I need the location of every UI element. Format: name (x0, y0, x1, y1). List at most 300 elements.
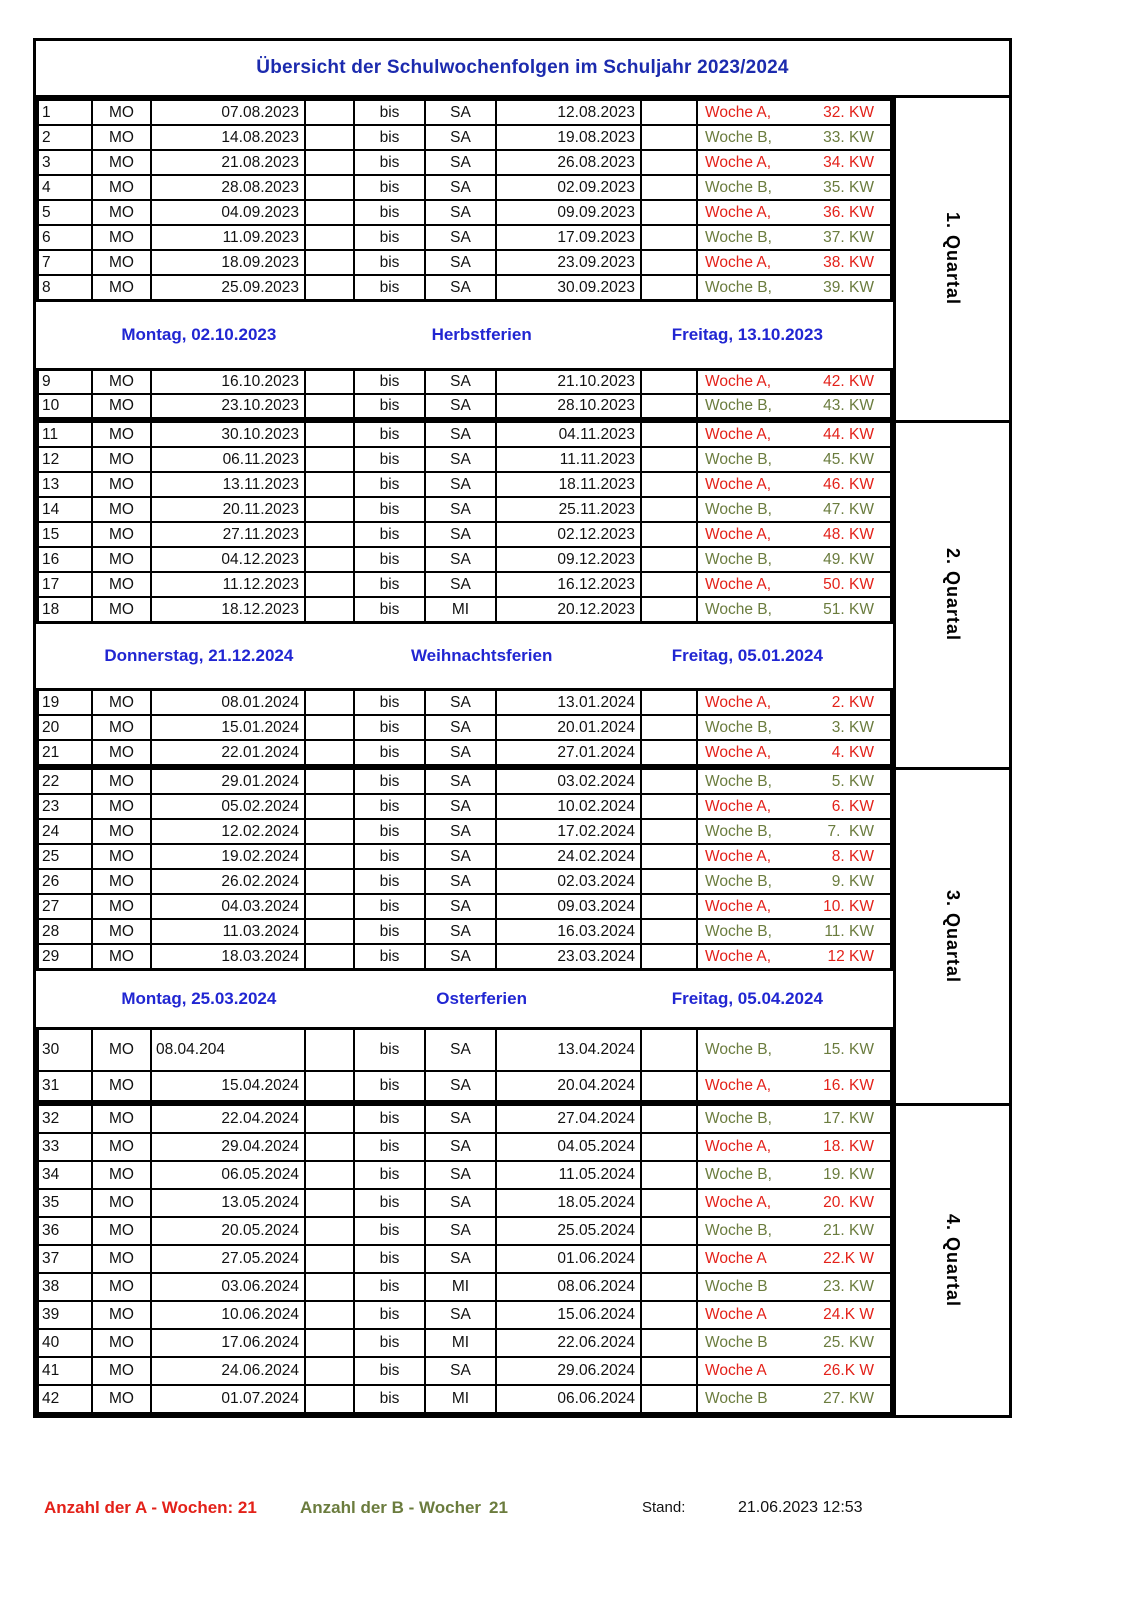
spacer-cell (641, 547, 697, 572)
count-b-label: Anzahl der B - Wocher (300, 1498, 482, 1517)
week-type-cell (697, 740, 891, 765)
quartal-group (36, 767, 1009, 1103)
end-day-cell: SA (425, 740, 496, 765)
week-label: Woche B, (705, 278, 772, 296)
start-day-cell: MO (92, 125, 151, 150)
start-day-cell: MO (92, 894, 151, 919)
start-date-cell: 13.05.2024 (151, 1189, 305, 1217)
schedule-row (38, 1217, 891, 1245)
schedule-row (38, 497, 891, 522)
kw-label: 3. KW (831, 718, 874, 736)
schedule-row (38, 869, 891, 894)
schedule-row (38, 275, 891, 300)
end-day-cell: SA (425, 394, 496, 418)
week-label: Woche A, (705, 797, 772, 815)
schedule-row (38, 1105, 891, 1133)
end-date-cell: 13.01.2024 (496, 690, 641, 715)
start-date-cell: 01.07.2024 (151, 1385, 305, 1413)
start-date-cell: 05.02.2024 (151, 794, 305, 819)
bis-cell: bis (354, 422, 425, 447)
week-type-cell (697, 1245, 891, 1273)
week-number-cell: 4 (38, 175, 92, 200)
week-number-cell: 35 (38, 1189, 92, 1217)
spacer-cell (305, 275, 354, 300)
start-day-cell: MO (92, 690, 151, 715)
week-number-cell: 36 (38, 1217, 92, 1245)
start-date-cell: 25.09.2023 (151, 275, 305, 300)
week-label: Woche A, (705, 575, 772, 593)
kw-label: 46. KW (823, 475, 874, 493)
week-type-cell (697, 769, 891, 794)
week-label: Woche A, (705, 1194, 772, 1211)
week-type-cell (697, 394, 891, 418)
week-label: Woche A, (705, 103, 772, 121)
week-label: Woche B, (705, 1110, 772, 1127)
bis-cell: bis (354, 740, 425, 765)
spacer-cell (641, 819, 697, 844)
start-day-cell: MO (92, 547, 151, 572)
end-day-cell: SA (425, 225, 496, 250)
schedule-row (38, 1029, 891, 1071)
week-number-cell: 8 (38, 275, 92, 300)
bis-cell: bis (354, 572, 425, 597)
spacer-cell (641, 1217, 697, 1245)
start-day-cell: MO (92, 1189, 151, 1217)
spacer-cell (305, 547, 354, 572)
end-date-cell: 06.06.2024 (496, 1385, 641, 1413)
week-type-cell (697, 690, 891, 715)
week-type-cell (697, 1217, 891, 1245)
week-rows-block (36, 420, 893, 624)
week-type-cell (697, 1385, 891, 1413)
end-date-cell: 16.12.2023 (496, 572, 641, 597)
end-day-cell: SA (425, 1161, 496, 1189)
spacer-cell (641, 472, 697, 497)
end-date-cell: 16.03.2024 (496, 919, 641, 944)
start-date-cell: 13.11.2023 (151, 472, 305, 497)
week-number-cell: 20 (38, 715, 92, 740)
week-type-cell (697, 175, 891, 200)
spacer-cell (305, 1133, 354, 1161)
end-date-cell: 26.08.2023 (496, 150, 641, 175)
week-rows-block (36, 1027, 893, 1103)
kw-label: 44. KW (823, 425, 874, 443)
week-label: Woche A, (705, 693, 772, 711)
week-type-cell (697, 250, 891, 275)
start-day-cell: MO (92, 919, 151, 944)
holiday-end-date: Freitag, 05.01.2024 (671, 646, 823, 665)
count-b-weeks (300, 1496, 508, 1520)
start-date-cell: 19.02.2024 (151, 844, 305, 869)
schedule-row (38, 200, 891, 225)
end-date-cell: 01.06.2024 (496, 1245, 641, 1273)
end-date-cell: 20.12.2023 (496, 597, 641, 622)
spacer-cell (305, 1329, 354, 1357)
end-day-cell: SA (425, 522, 496, 547)
spacer-cell (641, 769, 697, 794)
week-type-cell (697, 472, 891, 497)
spacer-cell (305, 1301, 354, 1329)
bis-cell: bis (354, 275, 425, 300)
end-day-cell: SA (425, 769, 496, 794)
end-day-cell: MI (425, 1329, 496, 1357)
spacer-cell (641, 1329, 697, 1357)
kw-label: 4. KW (831, 743, 874, 761)
quartal-label: 4. Quartal (943, 1213, 963, 1308)
spacer-cell (641, 100, 697, 125)
spacer-cell (641, 1161, 697, 1189)
spacer-cell (641, 200, 697, 225)
spacer-cell (641, 1357, 697, 1385)
spacer-cell (305, 1071, 354, 1101)
holiday-end-date: Freitag, 13.10.2023 (671, 325, 823, 344)
schedule-row (38, 740, 891, 765)
week-type-cell (697, 894, 891, 919)
bis-cell: bis (354, 1133, 425, 1161)
end-date-cell: 17.09.2023 (496, 225, 641, 250)
start-day-cell: MO (92, 715, 151, 740)
week-type-cell (697, 150, 891, 175)
quartal-box (893, 420, 1009, 767)
bis-cell: bis (354, 690, 425, 715)
start-day-cell: MO (92, 250, 151, 275)
week-number-cell: 30 (38, 1029, 92, 1071)
end-date-cell: 28.10.2023 (496, 394, 641, 418)
start-day-cell: MO (92, 1029, 151, 1071)
end-date-cell: 08.06.2024 (496, 1273, 641, 1301)
spacer-cell (641, 844, 697, 869)
start-day-cell: MO (92, 1133, 151, 1161)
bis-cell: bis (354, 715, 425, 740)
schedule-row (38, 1245, 891, 1273)
start-day-cell: MO (92, 597, 151, 622)
end-day-cell: SA (425, 944, 496, 969)
bis-cell: bis (354, 1329, 425, 1357)
kw-label: 43. KW (823, 397, 874, 414)
week-label: Woche B, (705, 922, 772, 940)
start-date-cell: 29.01.2024 (151, 769, 305, 794)
schedule-row (38, 1357, 891, 1385)
week-type-cell (697, 370, 891, 394)
bis-cell: bis (354, 1217, 425, 1245)
spacer-cell (305, 225, 354, 250)
start-date-cell: 30.10.2023 (151, 422, 305, 447)
start-day-cell: MO (92, 1071, 151, 1101)
start-date-cell: 18.03.2024 (151, 944, 305, 969)
spacer-cell (305, 200, 354, 225)
week-number-cell: 28 (38, 919, 92, 944)
end-day-cell: SA (425, 370, 496, 394)
week-number-cell: 34 (38, 1161, 92, 1189)
week-type-cell (697, 1189, 891, 1217)
quartal-label: 3. Quartal (943, 889, 963, 984)
schedule-table-body (36, 98, 1009, 1415)
start-date-cell: 20.11.2023 (151, 497, 305, 522)
week-number-cell: 23 (38, 794, 92, 819)
kw-label: 25. KW (823, 1334, 874, 1351)
week-number-cell: 24 (38, 819, 92, 844)
bis-cell: bis (354, 100, 425, 125)
end-day-cell: SA (425, 1029, 496, 1071)
week-rows-block (36, 688, 893, 767)
schedule-row (38, 1385, 891, 1413)
spacer-cell (641, 125, 697, 150)
schedule-row (38, 1161, 891, 1189)
week-label: Woche A, (705, 153, 772, 171)
kw-label: 18. KW (823, 1138, 874, 1155)
end-date-cell: 15.06.2024 (496, 1301, 641, 1329)
week-number-cell: 2 (38, 125, 92, 150)
week-type-cell (697, 1105, 891, 1133)
spacer-cell (305, 1161, 354, 1189)
end-day-cell: SA (425, 1133, 496, 1161)
week-number-cell: 7 (38, 250, 92, 275)
spacer-cell (641, 869, 697, 894)
week-label: Woche A (705, 1306, 767, 1323)
kw-label: 38. KW (823, 253, 874, 271)
week-type-cell (697, 522, 891, 547)
end-date-cell: 17.02.2024 (496, 819, 641, 844)
quartal-group-main (36, 1103, 893, 1415)
end-date-cell: 27.01.2024 (496, 740, 641, 765)
start-date-cell: 07.08.2023 (151, 100, 305, 125)
week-label: Woche B, (705, 822, 772, 840)
end-date-cell: 21.10.2023 (496, 370, 641, 394)
quartal-box (893, 98, 1009, 420)
holiday-name: Weihnachtsferien (410, 646, 553, 665)
holiday-name: Osterferien (436, 989, 527, 1008)
week-number-cell: 29 (38, 944, 92, 969)
schedule-row (38, 422, 891, 447)
schedule-row (38, 1133, 891, 1161)
week-number-cell: 3 (38, 150, 92, 175)
week-number-cell: 9 (38, 370, 92, 394)
schedule-row (38, 472, 891, 497)
start-date-cell: 11.03.2024 (151, 919, 305, 944)
footer (0, 1496, 1140, 1526)
week-label: Woche B, (705, 772, 772, 790)
quartal-group (36, 420, 1009, 767)
end-day-cell: SA (425, 1245, 496, 1273)
bis-cell: bis (354, 125, 425, 150)
week-number-cell: 26 (38, 869, 92, 894)
start-day-cell: MO (92, 370, 151, 394)
week-rows-block (36, 98, 893, 302)
start-date-cell: 18.12.2023 (151, 597, 305, 622)
start-day-cell: MO (92, 740, 151, 765)
schedule-row (38, 175, 891, 200)
start-date-cell: 17.06.2024 (151, 1329, 305, 1357)
spacer-cell (305, 740, 354, 765)
bis-cell: bis (354, 919, 425, 944)
bis-cell: bis (354, 1189, 425, 1217)
spacer-cell (641, 275, 697, 300)
start-date-cell: 14.08.2023 (151, 125, 305, 150)
page-title: Übersicht der Schulwochenfolgen im Schuljahr 2023/2024 (36, 41, 1009, 98)
schedule-row (38, 769, 891, 794)
spacer-cell (641, 894, 697, 919)
bis-cell: bis (354, 1071, 425, 1101)
end-date-cell: 11.05.2024 (496, 1161, 641, 1189)
start-day-cell: MO (92, 422, 151, 447)
week-label: Woche A (705, 1250, 767, 1267)
week-number-cell: 37 (38, 1245, 92, 1273)
spacer-cell (305, 1217, 354, 1245)
start-day-cell: MO (92, 1245, 151, 1273)
week-label: Woche B (705, 1278, 768, 1295)
kw-label: 19. KW (823, 1166, 874, 1183)
end-day-cell: SA (425, 100, 496, 125)
start-day-cell: MO (92, 497, 151, 522)
end-date-cell: 04.05.2024 (496, 1133, 641, 1161)
end-date-cell: 09.12.2023 (496, 547, 641, 572)
end-date-cell: 19.08.2023 (496, 125, 641, 150)
spacer-cell (641, 1273, 697, 1301)
end-day-cell: MI (425, 1385, 496, 1413)
end-day-cell: SA (425, 844, 496, 869)
kw-label: 21. KW (823, 1222, 874, 1239)
end-date-cell: 09.09.2023 (496, 200, 641, 225)
start-day-cell: MO (92, 1385, 151, 1413)
end-date-cell: 02.12.2023 (496, 522, 641, 547)
week-number-cell: 38 (38, 1273, 92, 1301)
spacer-cell (641, 919, 697, 944)
week-type-cell (697, 1357, 891, 1385)
end-day-cell: SA (425, 1071, 496, 1101)
start-date-cell: 26.02.2024 (151, 869, 305, 894)
spacer-cell (305, 422, 354, 447)
start-date-cell: 04.09.2023 (151, 200, 305, 225)
schedule-row (38, 844, 891, 869)
start-day-cell: MO (92, 1217, 151, 1245)
spacer-cell (641, 150, 697, 175)
start-day-cell: MO (92, 472, 151, 497)
end-day-cell: SA (425, 819, 496, 844)
week-type-cell (697, 572, 891, 597)
start-day-cell: MO (92, 150, 151, 175)
week-rows-block (36, 767, 893, 971)
end-day-cell: SA (425, 690, 496, 715)
kw-label: 27. KW (823, 1390, 874, 1407)
spacer-cell (305, 1189, 354, 1217)
bis-cell: bis (354, 944, 425, 969)
start-day-cell: MO (92, 1329, 151, 1357)
week-number-cell: 5 (38, 200, 92, 225)
spacer-cell (305, 794, 354, 819)
kw-label: 7. KW (827, 822, 874, 840)
end-day-cell: SA (425, 869, 496, 894)
end-date-cell: 23.09.2023 (496, 250, 641, 275)
start-date-cell: 15.04.2024 (151, 1071, 305, 1101)
week-type-cell (697, 1161, 891, 1189)
spacer-cell (305, 769, 354, 794)
end-day-cell: SA (425, 547, 496, 572)
spacer-cell (641, 497, 697, 522)
stand-value: 21.06.2023 12:53 (738, 1499, 863, 1516)
schedule-row (38, 1301, 891, 1329)
bis-cell: bis (354, 794, 425, 819)
end-day-cell: SA (425, 715, 496, 740)
start-date-cell: 15.01.2024 (151, 715, 305, 740)
spacer-cell (305, 869, 354, 894)
end-day-cell: SA (425, 894, 496, 919)
start-day-cell: MO (92, 769, 151, 794)
spacer-cell (641, 690, 697, 715)
schedule-row (38, 522, 891, 547)
start-day-cell: MO (92, 869, 151, 894)
start-day-cell: MO (92, 819, 151, 844)
spacer-cell (305, 125, 354, 150)
week-label: Woche A, (705, 1138, 772, 1155)
holiday-band (36, 624, 893, 688)
spacer-cell (641, 944, 697, 969)
week-number-cell: 18 (38, 597, 92, 622)
spacer-cell (305, 894, 354, 919)
kw-label: 45. KW (823, 450, 874, 468)
quartal-group (36, 1103, 1009, 1415)
week-number-cell: 11 (38, 422, 92, 447)
kw-label: 5. KW (831, 772, 874, 790)
week-number-cell: 1 (38, 100, 92, 125)
holiday-name: Herbstferien (431, 325, 532, 344)
quartal-box (893, 1103, 1009, 1415)
week-type-cell (697, 1329, 891, 1357)
kw-label: 15. KW (823, 1041, 874, 1058)
end-date-cell: 29.06.2024 (496, 1357, 641, 1385)
start-day-cell: MO (92, 100, 151, 125)
spacer-cell (305, 919, 354, 944)
end-date-cell: 27.04.2024 (496, 1105, 641, 1133)
bis-cell: bis (354, 1245, 425, 1273)
quartal-group-main (36, 767, 893, 1103)
start-date-cell: 12.02.2024 (151, 819, 305, 844)
week-label: Woche B, (705, 718, 772, 736)
end-day-cell: MI (425, 1273, 496, 1301)
start-date-cell: 18.09.2023 (151, 250, 305, 275)
kw-label: 20. KW (823, 1194, 874, 1211)
quartal-label: 1. Quartal (943, 212, 963, 306)
end-date-cell: 18.05.2024 (496, 1189, 641, 1217)
end-date-cell: 25.05.2024 (496, 1217, 641, 1245)
start-date-cell: 03.06.2024 (151, 1273, 305, 1301)
kw-label: 48. KW (823, 525, 874, 543)
spacer-cell (641, 1385, 697, 1413)
holiday-start-date: Montag, 25.03.2024 (121, 989, 277, 1008)
week-type-cell (697, 547, 891, 572)
bis-cell: bis (354, 1385, 425, 1413)
kw-label: 49. KW (823, 550, 874, 568)
start-date-cell: 22.04.2024 (151, 1105, 305, 1133)
week-rows-block (36, 368, 893, 420)
kw-label: 33. KW (823, 128, 874, 146)
schedule-row (38, 894, 891, 919)
spacer-cell (305, 175, 354, 200)
spacer-cell (305, 715, 354, 740)
start-day-cell: MO (92, 200, 151, 225)
bis-cell: bis (354, 894, 425, 919)
spacer-cell (641, 447, 697, 472)
spacer-cell (641, 1105, 697, 1133)
schedule-row (38, 1071, 891, 1101)
spacer-cell (305, 150, 354, 175)
end-day-cell: SA (425, 794, 496, 819)
spacer-cell (641, 1189, 697, 1217)
start-date-cell: 20.05.2024 (151, 1217, 305, 1245)
week-label: Woche B, (705, 550, 772, 568)
week-type-cell (697, 597, 891, 622)
start-date-cell: 23.10.2023 (151, 394, 305, 418)
week-label: Woche B (705, 1334, 768, 1351)
